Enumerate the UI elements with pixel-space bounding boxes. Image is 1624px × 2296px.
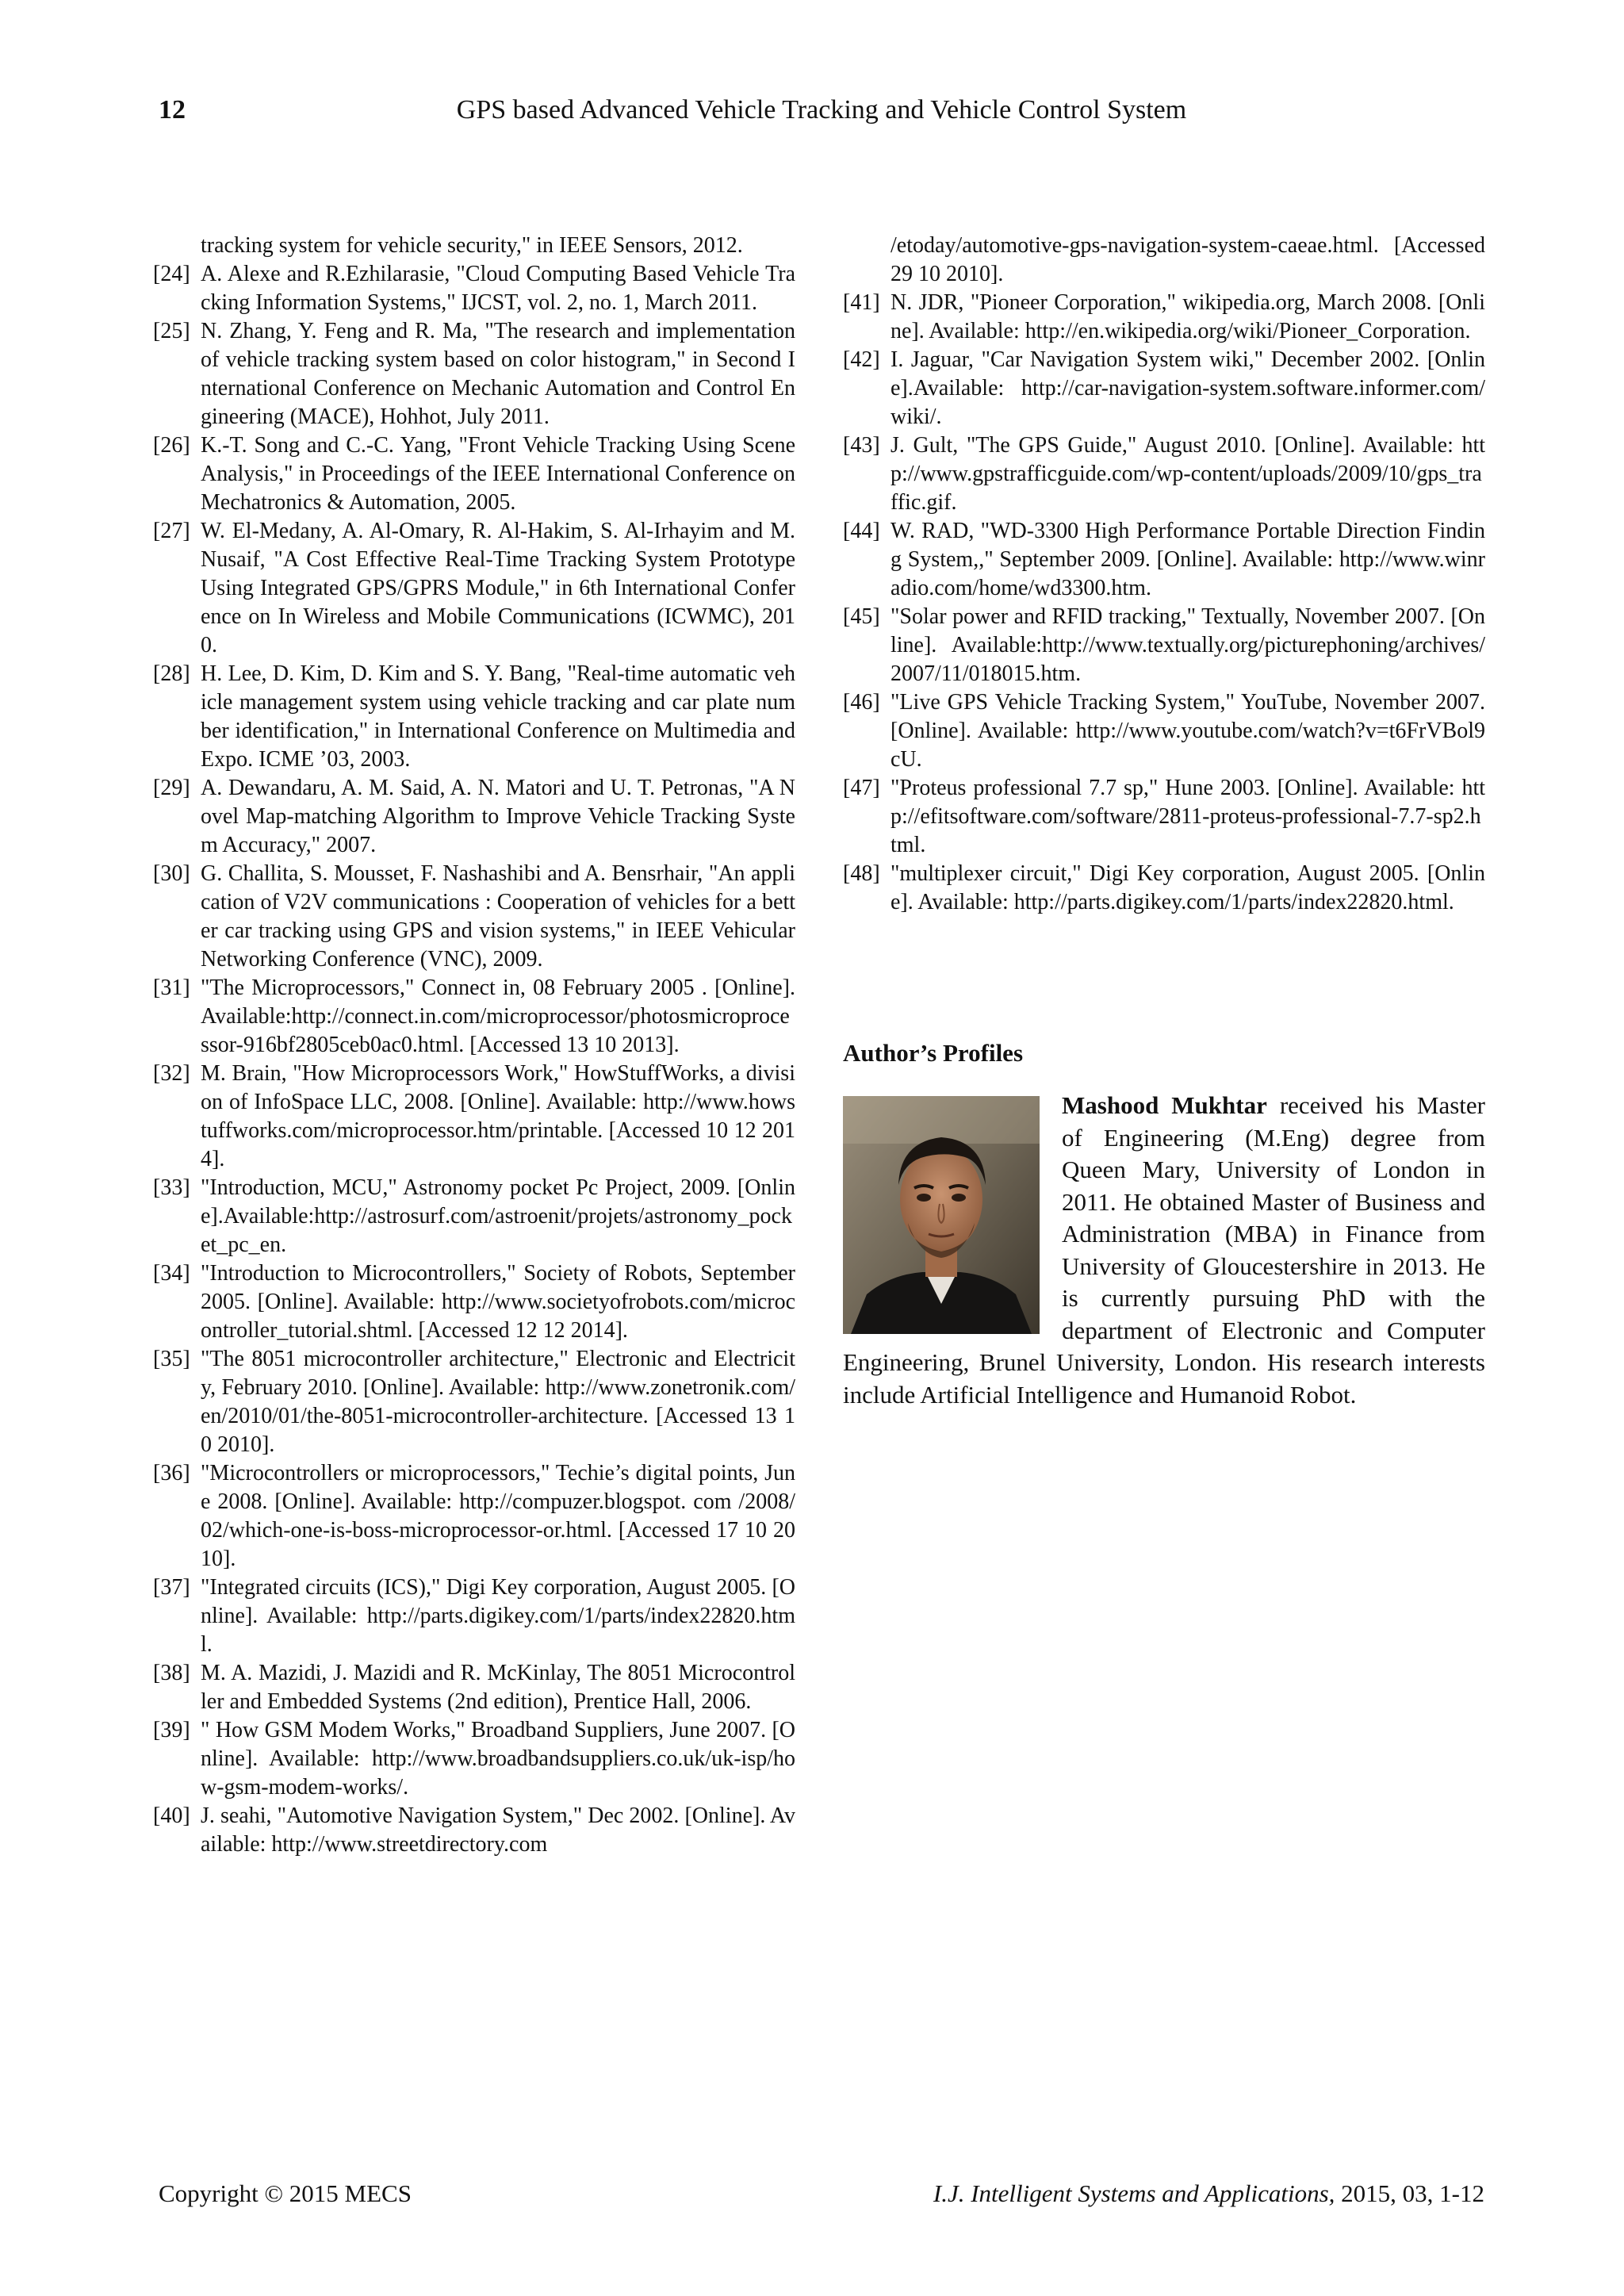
reference-number: [42] (843, 347, 880, 372)
reference-text: H. Lee, D. Kim, D. Kim and S. Y. Bang, "Real-time automatic vehicle management system using vehicle tracking and car plate number identification," in International Conference on Multimedia and Expo. ICME ’03, 2003. (201, 661, 795, 772)
reference-number: [47] (843, 776, 880, 800)
reference-text: "multiplexer circuit," Digi Key corporation, August 2005. [Online]. Available: http://parts.digikey.com/1/parts/index22820.html. (891, 861, 1485, 914)
reference-text: A. Alexe and R.Ezhilarasie, "Cloud Computing Based Vehicle Tracking Information Systems," IJCST, vol. 2, no. 1, March 2011. (201, 262, 795, 315)
reference-number: [29] (153, 776, 190, 800)
reference-number: [27] (153, 519, 190, 543)
reference-text: M. A. Mazidi, J. Mazidi and R. McKinlay, The 8051 Microcontroller and Embedded Systems (2nd edition), Prentice Hall, 2006. (201, 1661, 795, 1714)
reference-entry (843, 688, 1485, 774)
reference-text: I. Jaguar, "Car Navigation System wiki," December 2002. [Online].Available: http://car-navigation-system.software.informer.com/wiki/. (891, 347, 1485, 429)
reference-number: [41] (843, 290, 880, 315)
journal-name: I.J. Intelligent Systems and Applications, (933, 2179, 1335, 2207)
reference-entry (153, 517, 795, 660)
reference-text: "Live GPS Vehicle Tracking System," YouTube, November 2007. [Online]. Available: http://www.youtube.com/watch?v=t6FrVBol9cU. (891, 690, 1485, 772)
reference-number: [26] (153, 433, 190, 458)
reference-entry (843, 232, 1485, 289)
reference-entry (843, 774, 1485, 860)
reference-text: "Introduction, MCU," Astronomy pocket Pc Project, 2009. [Online].Available:http://astrosurf.com/astroenit/projets/astronomy_pocket_pc_en. (201, 1175, 795, 1257)
reference-text: "Introduction to Microcontrollers," Society of Robots, September 2005. [Online]. Available: http://www.societyofrobots.com/microcontroller_tutorial.shtml. [Accessed 12 12 2014]. (201, 1261, 795, 1343)
author-profiles-heading: Author’s Profiles (843, 1039, 1024, 1067)
reference-number: [43] (843, 433, 880, 458)
reference-text: K.-T. Song and C.-C. Yang, "Front Vehicle Tracking Using Scene Analysis," in Proceedings of the IEEE International Conference on Mechatronics & Automation, 2005. (201, 433, 795, 515)
reference-text: " How GSM Modem Works," Broadband Suppliers, June 2007. [Online]. Available: http://www.broadbandsuppliers.co.uk/uk-isp/how-gsm-modem-works/. (201, 1718, 795, 1800)
copyright-notice: Copyright © 2015 MECS (159, 2179, 412, 2207)
reference-entry (153, 1659, 795, 1716)
reference-text: G. Challita, S. Mousset, F. Nashashibi and A. Bensrhair, "An application of V2V communications : Cooperation of vehicles for a better car tracking using GPS and vision systems," in IEEE Vehicular Networking Conference (VNC), 2009. (201, 861, 795, 972)
reference-number: [31] (153, 976, 190, 1000)
author-profile (843, 1090, 1485, 1411)
reference-number: [46] (843, 690, 880, 715)
reference-number: [45] (843, 604, 880, 629)
reference-number: [48] (843, 861, 880, 886)
reference-number: [32] (153, 1061, 190, 1086)
reference-text: "Solar power and RFID tracking," Textually, November 2007. [Online]. Available:http://www.textually.org/picturephoning/archives/2007/11/018015.htm. (891, 604, 1485, 686)
reference-entry (153, 232, 795, 260)
reference-number: [38] (153, 1661, 190, 1685)
reference-number: [34] (153, 1261, 190, 1286)
reference-text: N. Zhang, Y. Feng and R. Ma, "The research and implementation of vehicle tracking system based on color histogram," in Second International Conference on Mechanic Automation and Control Engineering (MACE), Hohhot, July 2011. (201, 319, 795, 429)
reference-number: [30] (153, 861, 190, 886)
reference-text: W. RAD, "WD-3300 High Performance Portable Direction Finding System,," September 2009. [Online]. Available: http://www.winradio.com/home/wd3300.htm. (891, 519, 1485, 600)
reference-entry (153, 1573, 795, 1659)
reference-text: M. Brain, "How Microprocessors Work," HowStuffWorks, a division of InfoSpace LLC, 2008. [Online]. Available: http://www.howstuffworks.com/microprocessor.htm/printable. [Accessed 10 12 2014]. (201, 1061, 795, 1171)
reference-text: J. Gult, "The GPS Guide," August 2010. [Online]. Available: http://www.gpstrafficguide.com/wp-content/uploads/2009/10/gps_traffic.gif. (891, 433, 1485, 515)
page-header (159, 95, 1484, 135)
reference-entry (843, 289, 1485, 346)
references-left-column (153, 232, 795, 1859)
reference-number: [44] (843, 519, 880, 543)
author-bio: received his Master of Engineering (M.Eng) degree from Queen Mary, University of London in 2011. He obtained Master of Business and Administration (MBA) in Finance from University of Gloucestershire in 2013. He is currently pursuing PhD with the department of Electronic and Computer Engineering, Brunel University, London. His research interests include Artificial Intelligence and Humanoid Robot. (843, 1091, 1485, 1409)
reference-entry (153, 1259, 795, 1345)
reference-entry (843, 860, 1485, 917)
reference-entry (153, 660, 795, 774)
reference-entry (153, 1345, 795, 1459)
reference-number: [36] (153, 1461, 190, 1485)
reference-entry (153, 774, 795, 860)
journal-citation (933, 2179, 1484, 2208)
reference-text: "The Microprocessors," Connect in, 08 February 2005 . [Online].Available:http://connect.in.com/microprocessor/photosmicroprocessor-916bf2805ceb0ac0.html. [Accessed 13 10 2013]. (201, 976, 795, 1057)
reference-number: [39] (153, 1718, 190, 1742)
reference-number: [37] (153, 1575, 190, 1600)
reference-text: "Integrated circuits (ICS)," Digi Key corporation, August 2005. [Online]. Available: http://parts.digikey.com/1/parts/index22820.html. (201, 1575, 795, 1657)
reference-number: [33] (153, 1175, 190, 1200)
reference-text: tracking system for vehicle security," in IEEE Sensors, 2012. (201, 233, 743, 258)
reference-number: [24] (153, 262, 190, 286)
reference-text: "The 8051 microcontroller architecture," Electronic and Electricity, February 2010. [Online]. Available: http://www.zonetronik.com/en/2010/01/the-8051-microcontroller-architecture. [Accessed 13 10 2010]. (201, 1347, 795, 1457)
reference-entry (843, 346, 1485, 431)
reference-entry (153, 1060, 795, 1174)
reference-entry (843, 431, 1485, 517)
page-number: 12 (159, 95, 186, 125)
reference-number: [35] (153, 1347, 190, 1371)
author-name: Mashood Mukhtar (1062, 1091, 1267, 1119)
reference-text: W. El-Medany, A. Al-Omary, R. Al-Hakim, S. Al-Irhayim and M. Nusaif, "A Cost Effective Real-Time Tracking System Prototype Using Integrated GPS/GPRS Module," in 6th International Conference on In Wireless and Mobile Communications (ICWMC), 2010. (201, 519, 795, 657)
references-right-column (843, 232, 1485, 917)
reference-text: /etoday/automotive-gps-navigation-system-caeae.html. [Accessed 29 10 2010]. (891, 233, 1485, 286)
reference-text: "Microcontrollers or microprocessors," Techie’s digital points, June 2008. [Online]. Available: http://compuzer.blogspot. com /2008/02/which-one-is-boss-microprocessor-or.html. [Accessed 17 10 2010]. (201, 1461, 795, 1571)
reference-text: "Proteus professional 7.7 sp," Hune 2003. [Online]. Available: http://efitsoftware.com/software/2811-proteus-professional-7.7-sp2.html. (891, 776, 1485, 857)
reference-entry (843, 603, 1485, 688)
reference-entry (843, 517, 1485, 603)
reference-entry (153, 317, 795, 431)
reference-text: A. Dewandaru, A. M. Said, A. N. Matori and U. T. Petronas, "A Novel Map-matching Algorithm to Improve Vehicle Tracking System Accuracy," 2007. (201, 776, 795, 857)
reference-entry (153, 1459, 795, 1573)
reference-entry (153, 260, 795, 317)
reference-entry (153, 860, 795, 974)
reference-number: [40] (153, 1803, 190, 1828)
reference-text: N. JDR, "Pioneer Corporation," wikipedia.org, March 2008. [Online]. Available: http://en.wikipedia.org/wiki/Pioneer_Corporation. (891, 290, 1485, 343)
reference-text: J. seahi, "Automotive Navigation System," Dec 2002. [Online]. Available: http://www.streetdirectory.com (201, 1803, 795, 1857)
running-title: GPS based Advanced Vehicle Tracking and Vehicle Control System (456, 95, 1187, 125)
reference-entry (153, 1716, 795, 1802)
reference-entry (153, 1174, 795, 1259)
author-photo (843, 1096, 1040, 1334)
reference-entry (153, 431, 795, 517)
reference-entry (153, 974, 795, 1060)
journal-issue: 2015, 03, 1-12 (1335, 2179, 1484, 2207)
reference-entry (153, 1802, 795, 1859)
reference-number: [25] (153, 319, 190, 343)
reference-number: [28] (153, 661, 190, 686)
